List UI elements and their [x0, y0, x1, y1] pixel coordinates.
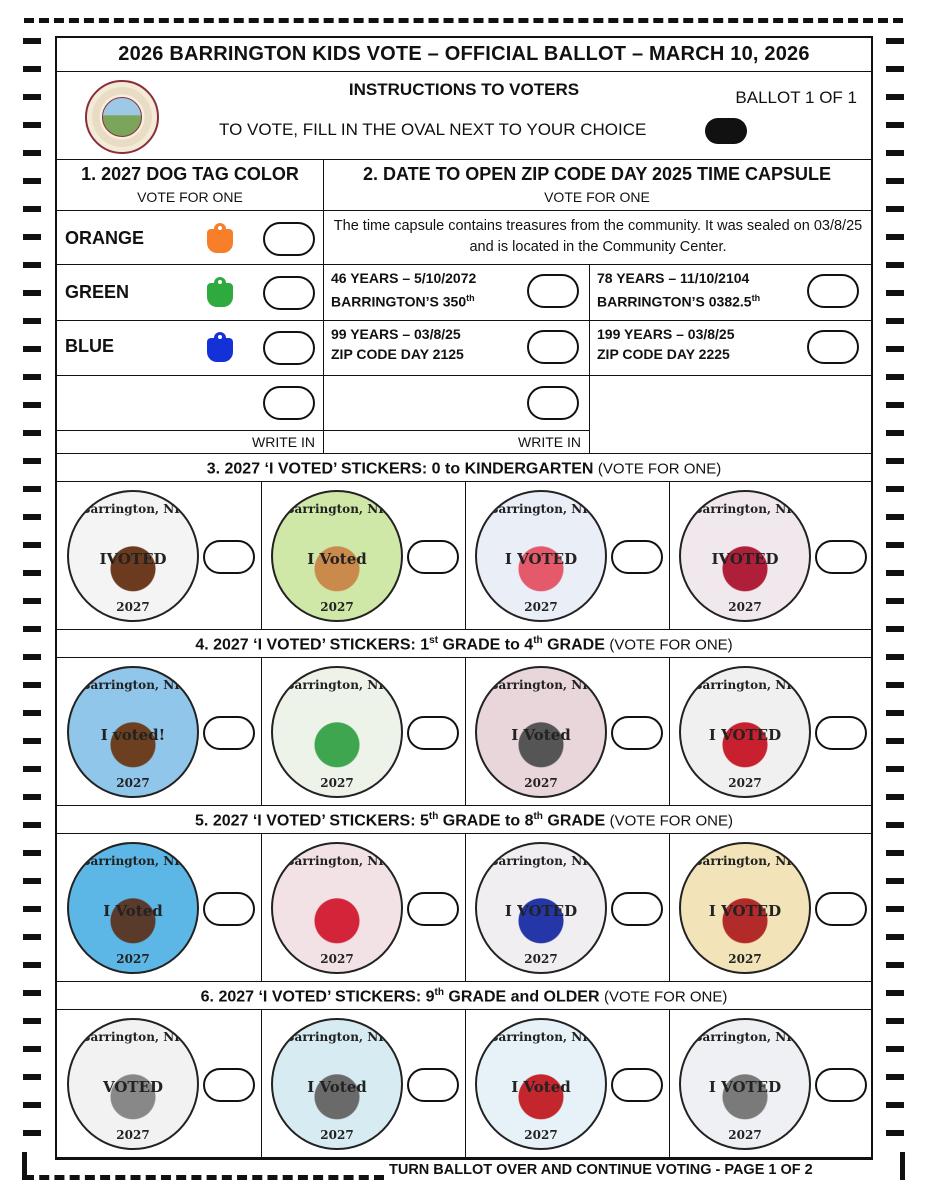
timing-mark — [23, 66, 41, 72]
section2-subtitle: VOTE FOR ONE — [544, 189, 650, 205]
sticker-city-text: Barrington, NH — [488, 502, 594, 516]
timing-mark — [23, 850, 41, 856]
timing-mark — [23, 654, 41, 660]
sticker-design-image — [67, 666, 199, 798]
sticker-year-text: 2027 — [728, 600, 762, 614]
option-46-years-line2 — [331, 288, 476, 312]
sticker-year-text: 2027 — [524, 600, 558, 614]
sticker-design-image — [67, 490, 199, 622]
timing-mark — [23, 1046, 41, 1052]
timing-mark — [23, 990, 41, 996]
sticker-section-header — [57, 630, 871, 658]
timing-mark — [23, 962, 41, 968]
timing-mark — [886, 906, 904, 912]
timing-mark — [23, 486, 41, 492]
sticker-design-image — [679, 842, 811, 974]
sticker-design-image — [679, 666, 811, 798]
timing-mark — [23, 878, 41, 884]
sticker-year-text: 2027 — [320, 776, 354, 790]
bottom-timing-border — [24, 1175, 384, 1180]
timing-mark — [886, 374, 904, 380]
timing-mark — [886, 850, 904, 856]
timing-mark — [886, 934, 904, 940]
vote-oval-orange[interactable] — [263, 222, 315, 256]
dog-tag-icon — [207, 332, 233, 362]
sticker-year-text: 2027 — [320, 1128, 354, 1142]
sticker-voted-text: I Voted — [511, 726, 571, 744]
filled-oval-example-icon — [705, 118, 747, 144]
sticker-city-text: Barrington, NH — [692, 678, 798, 692]
sticker-vote-for-one: (VOTE FOR ONE) — [597, 460, 722, 478]
option-99-years-line2: ZIP CODE DAY 2125 — [331, 346, 464, 362]
timing-mark — [23, 570, 41, 576]
sticker-year-text: 2027 — [116, 776, 150, 790]
vote-oval-blue[interactable] — [263, 331, 315, 365]
section1-subtitle: VOTE FOR ONE — [137, 189, 243, 205]
timing-mark — [23, 150, 41, 156]
timing-mark — [886, 430, 904, 436]
sticker-city-text: Barrington, NH — [284, 1030, 390, 1044]
candidate-blue-label: BLUE — [65, 336, 114, 356]
vote-oval-sticker[interactable] — [203, 540, 255, 574]
timing-mark — [23, 1074, 41, 1080]
vote-oval-sticker[interactable] — [203, 716, 255, 750]
timing-mark — [23, 710, 41, 716]
vote-oval-sticker[interactable] — [203, 892, 255, 926]
timing-mark — [23, 402, 41, 408]
sticker-design-image — [67, 842, 199, 974]
timing-mark — [886, 346, 904, 352]
corner-mark-bottom-left — [22, 1152, 27, 1180]
timing-mark — [886, 290, 904, 296]
sticker-section-header — [57, 454, 871, 482]
timing-mark — [886, 1102, 904, 1108]
vote-oval-sticker[interactable] — [407, 892, 459, 926]
sticker-design-image — [475, 842, 607, 974]
vote-oval-sticker[interactable] — [815, 892, 867, 926]
option-46-years — [331, 268, 476, 312]
timing-mark — [886, 682, 904, 688]
sticker-year-text: 2027 — [524, 776, 558, 790]
timing-mark — [23, 1018, 41, 1024]
timing-mark — [886, 626, 904, 632]
option-199-years — [597, 324, 735, 364]
sticker-design-image — [679, 490, 811, 622]
sticker-title-part: 3. 2027 ‘I VOTED’ STICKERS: 0 to KINDERGARTEN — [206, 460, 594, 478]
option-199-years-line2: ZIP CODE DAY 2225 — [597, 346, 730, 362]
ballot — [55, 36, 873, 1160]
timing-mark — [23, 458, 41, 464]
sticker-voted-text: I VOTED — [504, 902, 578, 920]
sticker-row — [57, 834, 871, 982]
sticker-title-sup: st — [429, 635, 439, 646]
timing-mark — [23, 542, 41, 548]
sticker-title-part: 5. 2027 ‘I VOTED’ STICKERS: 5 — [195, 812, 429, 830]
sticker-section-title — [57, 635, 871, 654]
timing-mark — [23, 374, 41, 380]
sticker-city-text: Barrington, NH — [692, 502, 798, 516]
sticker-design-image — [271, 842, 403, 974]
sticker-voted-text: IVOTED — [99, 550, 167, 568]
vote-oval-sticker[interactable] — [611, 716, 663, 750]
timing-mark — [886, 94, 904, 100]
vote-oval-sticker[interactable] — [407, 716, 459, 750]
sticker-voted-text: IVOTED — [711, 550, 779, 568]
sticker-city-text: Barrington, NH — [80, 854, 186, 868]
timing-mark — [23, 290, 41, 296]
sticker-year-text: 2027 — [320, 952, 354, 966]
sticker-voted-text: I VOTED — [708, 902, 782, 920]
vote-oval-sticker[interactable] — [611, 540, 663, 574]
sticker-city-text: Barrington, NH — [284, 854, 390, 868]
vote-oval-sticker[interactable] — [815, 540, 867, 574]
timing-mark — [886, 570, 904, 576]
dog-tag-icon — [207, 223, 233, 253]
timing-mark — [886, 66, 904, 72]
vote-oval-sticker[interactable] — [407, 1068, 459, 1102]
sticker-title-sup: th — [533, 635, 543, 646]
option-78-years — [597, 268, 760, 312]
timing-mark — [23, 178, 41, 184]
sticker-design-image — [475, 490, 607, 622]
sticker-design-image — [271, 666, 403, 798]
sticker-vote-for-one: (VOTE FOR ONE) — [603, 988, 728, 1006]
timing-mark — [23, 206, 41, 212]
timing-mark — [23, 318, 41, 324]
timing-mark — [886, 486, 904, 492]
timing-mark — [23, 598, 41, 604]
sticker-year-text: 2027 — [524, 1128, 558, 1142]
option-199-years-line1: 199 YEARS – 03/8/25 — [597, 326, 735, 342]
top-timing-border — [24, 18, 903, 23]
sticker-voted-text: I VOTED — [504, 550, 578, 568]
timing-mark — [886, 738, 904, 744]
timing-mark — [23, 38, 41, 44]
sticker-city-text: Barrington, NH — [284, 678, 390, 692]
sticker-voted-text: I voted! — [100, 726, 166, 744]
sticker-title-part: 4. 2027 ‘I VOTED’ STICKERS: 1 — [195, 636, 430, 654]
instructions-panel — [57, 72, 871, 160]
candidate-orange-label: ORANGE — [65, 228, 145, 248]
sticker-title-sup: th — [428, 811, 439, 822]
sticker-city-text: Barrington, NH — [692, 1030, 798, 1044]
timing-mark — [23, 682, 41, 688]
sticker-year-text: 2027 — [728, 952, 762, 966]
timing-mark — [23, 94, 41, 100]
vote-oval-sticker[interactable] — [815, 1068, 867, 1102]
option-78-years-line1: 78 YEARS – 11/10/2104 — [597, 270, 750, 286]
timing-mark — [886, 206, 904, 212]
timing-mark — [886, 38, 904, 44]
timing-mark — [886, 262, 904, 268]
timing-mark — [886, 318, 904, 324]
sticker-year-text: 2027 — [320, 600, 354, 614]
sticker-voted-text: I Voted — [307, 1078, 367, 1096]
sticker-title-part: GRADE — [542, 636, 605, 654]
sticker-title-sup: th — [434, 987, 444, 998]
sticker-vote-for-one: (VOTE FOR ONE) — [609, 812, 733, 830]
timing-mark — [23, 430, 41, 436]
sticker-title-part: GRADE to 8 — [438, 812, 534, 830]
sticker-city-text: Barrington, NH — [80, 1030, 186, 1044]
timing-mark — [23, 766, 41, 772]
sticker-design-image — [271, 490, 403, 622]
timing-mark — [886, 1130, 904, 1136]
option-46-years-line1: 46 YEARS – 5/10/2072 — [331, 270, 477, 286]
timing-mark — [886, 402, 904, 408]
sticker-title-sup: th — [533, 811, 543, 822]
sticker-voted-text: I Voted — [307, 550, 367, 568]
sticker-city-text: Barrington, NH — [692, 854, 798, 868]
timing-mark — [23, 1102, 41, 1108]
timing-mark — [23, 626, 41, 632]
timing-mark — [886, 598, 904, 604]
timing-mark — [886, 878, 904, 884]
timing-mark — [886, 962, 904, 968]
option-46-years-sup: th — [466, 293, 475, 303]
instructions-title: INSTRUCTIONS TO VOTERS — [348, 80, 580, 99]
timing-mark — [886, 458, 904, 464]
timing-mark — [886, 178, 904, 184]
timing-mark — [23, 822, 41, 828]
ballot-count: BALLOT 1 OF 1 — [735, 88, 857, 107]
vote-oval-99-years[interactable] — [527, 330, 579, 364]
timing-mark — [23, 514, 41, 520]
sticker-title-part: GRADE to 4 — [438, 636, 534, 654]
timing-mark — [886, 1018, 904, 1024]
vote-oval-sticker[interactable] — [611, 892, 663, 926]
sticker-voted-text: I VOTED — [708, 1078, 782, 1096]
sticker-section-title — [57, 811, 871, 830]
sticker-design-image — [679, 1018, 811, 1150]
instructions-text: TO VOTE, FILL IN THE OVAL NEXT TO YOUR CHOICE — [219, 120, 647, 139]
candidate-green-label: GREEN — [65, 282, 130, 302]
sticker-city-text: Barrington, NH — [80, 678, 186, 692]
sticker-design-image — [67, 1018, 199, 1150]
sticker-year-text: 2027 — [524, 952, 558, 966]
timing-mark — [886, 822, 904, 828]
vote-oval-199-years[interactable] — [807, 330, 859, 364]
vote-oval-78-years[interactable] — [807, 274, 859, 308]
option-99-years — [331, 324, 464, 364]
vote-oval-46-years[interactable] — [527, 274, 579, 308]
sticker-row — [57, 482, 871, 630]
section2-write-in-label: WRITE IN — [518, 434, 581, 450]
sticker-voted-text: I Voted — [103, 902, 163, 920]
vote-oval-sticker[interactable] — [611, 1068, 663, 1102]
sticker-row — [57, 1010, 871, 1158]
timing-mark — [886, 150, 904, 156]
sticker-title-part: 6. 2027 ‘I VOTED’ STICKERS: 9 — [200, 988, 435, 1006]
sticker-section-title — [57, 459, 871, 478]
sticker-city-text: Barrington, NH — [284, 502, 390, 516]
timing-mark — [886, 794, 904, 800]
corner-mark-bottom-right — [900, 1152, 905, 1180]
section1-title: 1. 2027 DOG TAG COLOR — [81, 164, 299, 184]
option-99-years-line1: 99 YEARS – 03/8/25 — [331, 326, 461, 342]
vote-oval-green[interactable] — [263, 276, 315, 310]
timing-mark — [23, 346, 41, 352]
sticker-title-part: GRADE and OLDER — [443, 988, 600, 1006]
section2-title: 2. DATE TO OPEN ZIP CODE DAY 2025 TIME CAPSULE — [362, 164, 832, 184]
sticker-year-text: 2027 — [728, 776, 762, 790]
sticker-year-text: 2027 — [116, 952, 150, 966]
timing-mark — [886, 514, 904, 520]
timing-mark — [23, 934, 41, 940]
sticker-city-text: Barrington, NH — [80, 502, 186, 516]
sticker-year-text: 2027 — [728, 1128, 762, 1142]
vote-oval-sticker[interactable] — [203, 1068, 255, 1102]
option-78-years-sup: th — [751, 293, 761, 303]
sticker-row — [57, 658, 871, 806]
ballot-title: 2026 BARRINGTON KIDS VOTE – OFFICIAL BALLOT – MARCH 10, 2026 — [57, 38, 871, 72]
sticker-vote-for-one: (VOTE FOR ONE) — [609, 636, 733, 654]
timing-mark — [23, 738, 41, 744]
sticker-year-text: 2027 — [116, 600, 150, 614]
sticker-city-text: Barrington, NH — [488, 1030, 594, 1044]
vote-oval-section2-write-in[interactable] — [527, 386, 579, 420]
section2-description: The time capsule contains treasures from the community. It was sealed on 03/8/25 and is located in the Community Center. — [333, 218, 863, 255]
timing-mark — [23, 794, 41, 800]
sticker-section-title — [57, 987, 871, 1006]
timing-mark — [23, 262, 41, 268]
timing-mark — [886, 990, 904, 996]
vote-oval-sticker[interactable] — [407, 540, 459, 574]
timing-mark — [23, 234, 41, 240]
timing-mark — [886, 234, 904, 240]
timing-mark — [23, 906, 41, 912]
section1-write-in-label: WRITE IN — [252, 434, 315, 450]
sticker-section-header — [57, 982, 871, 1010]
timing-mark — [23, 1130, 41, 1136]
sticker-voted-text: VOTED — [102, 1078, 164, 1096]
sticker-voted-text: I VOTED — [708, 726, 782, 744]
sticker-design-image — [475, 1018, 607, 1150]
vote-oval-sticker[interactable] — [815, 716, 867, 750]
timing-mark — [886, 1074, 904, 1080]
dog-tag-icon — [207, 277, 233, 307]
timing-mark — [886, 122, 904, 128]
sticker-title-part: GRADE — [542, 812, 606, 830]
timing-mark — [886, 654, 904, 660]
sticker-voted-text: I Voted — [511, 1078, 571, 1096]
option-78-years-line2 — [597, 288, 760, 312]
sticker-city-text: Barrington, NH — [488, 854, 594, 868]
option-78-years-line2-text: BARRINGTON’S 0382.5 — [597, 293, 752, 310]
timing-mark — [886, 710, 904, 716]
sticker-design-image — [475, 666, 607, 798]
sections-1-2 — [57, 160, 871, 454]
timing-mark — [886, 542, 904, 548]
sticker-section-header — [57, 806, 871, 834]
option-46-years-line2-text: BARRINGTON’S 350 — [331, 293, 467, 310]
timing-mark — [886, 766, 904, 772]
sticker-design-image — [271, 1018, 403, 1150]
timing-mark — [23, 122, 41, 128]
vote-oval-section1-write-in[interactable] — [263, 386, 315, 420]
timing-mark — [886, 1046, 904, 1052]
footer-note: TURN BALLOT OVER AND CONTINUE VOTING - PAGE 1 OF 2 — [389, 1162, 813, 1178]
sticker-city-text: Barrington, NH — [488, 678, 594, 692]
sticker-year-text: 2027 — [116, 1128, 150, 1142]
